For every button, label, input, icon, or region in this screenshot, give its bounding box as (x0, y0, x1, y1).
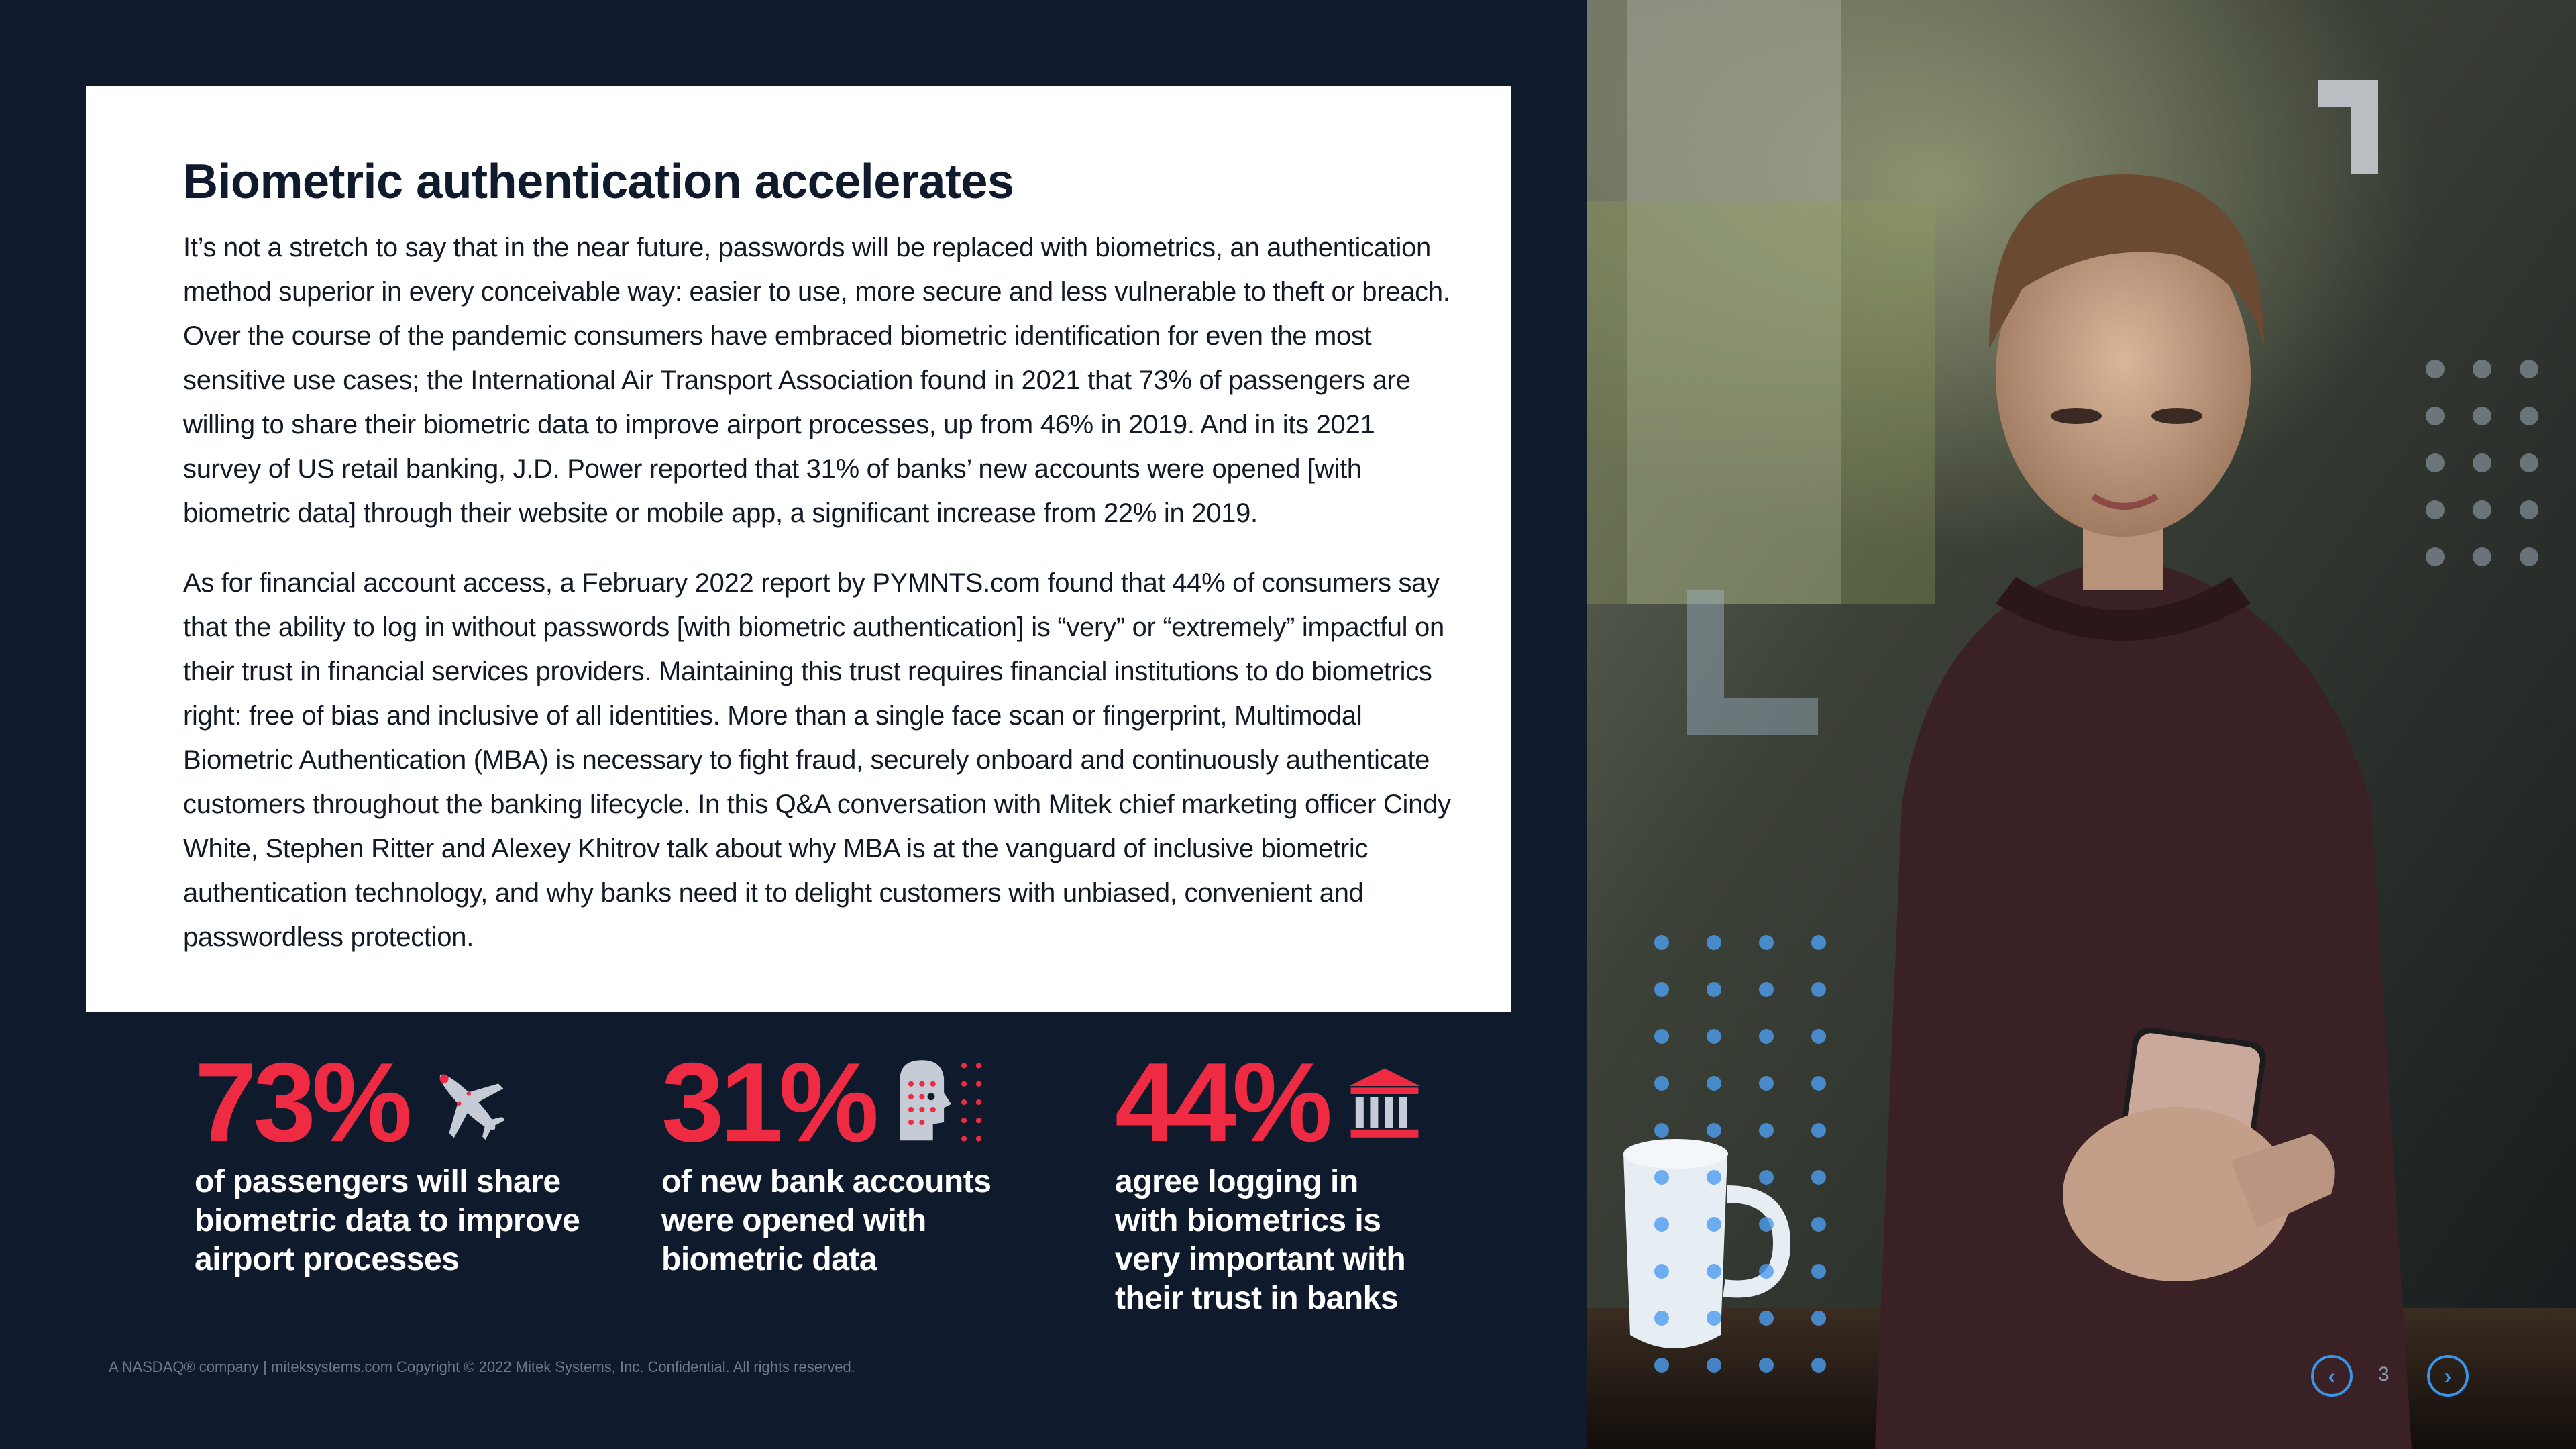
decorative-dot (1811, 1358, 1826, 1373)
decorative-dot (1707, 1358, 1721, 1373)
decorative-dot (1654, 982, 1669, 997)
decorative-dot (1811, 1170, 1826, 1185)
decorative-dot (2426, 547, 2445, 566)
decorative-dot (1654, 1029, 1669, 1044)
decorative-dot (1759, 1170, 1774, 1185)
decorative-dot (1759, 982, 1774, 997)
decorative-dot (1759, 1029, 1774, 1044)
stat-line: were opened with (661, 1203, 926, 1238)
next-page-button[interactable] (2427, 1355, 2469, 1397)
decorative-dot (1654, 1123, 1669, 1138)
decorative-dot (2520, 547, 2538, 566)
decorative-dot (2473, 547, 2491, 566)
decorative-dot (1759, 1311, 1774, 1326)
stats-row (195, 1038, 1509, 1328)
decorative-dot (1811, 1123, 1826, 1138)
decorative-dot (1707, 1170, 1721, 1185)
decorative-dot (1654, 935, 1669, 950)
stat-line: agree logging in (1115, 1164, 1358, 1199)
decorative-dot (2426, 500, 2445, 519)
decorative-dot (1707, 1029, 1721, 1044)
decorative-dot (1654, 1358, 1669, 1373)
stat-banks-trust (1115, 1038, 1425, 1318)
article-card (86, 86, 1511, 1012)
decorative-dot (1811, 1029, 1826, 1044)
decorative-dot (1654, 1311, 1669, 1326)
decorative-dot (1759, 1123, 1774, 1138)
decorative-dot (1811, 1217, 1826, 1232)
airplane-icon (424, 1059, 511, 1146)
decorative-dot (1707, 1123, 1721, 1138)
decorative-dot (2520, 407, 2538, 425)
stat-line: biometric data (661, 1242, 877, 1277)
decorative-dot (1811, 935, 1826, 950)
decorative-dot (2473, 360, 2491, 378)
stat-line: of passengers will share (195, 1164, 561, 1199)
decorative-dot (1811, 982, 1826, 997)
stat-passengers (195, 1038, 580, 1279)
stat-line: very important with (1115, 1242, 1406, 1277)
decorative-dot (2426, 360, 2445, 378)
decorative-dot (2426, 407, 2445, 425)
footer-copyright: A NASDAQ® company | miteksystems.com Copyright © 2022 Mitek Systems, Inc. Confidential. All rights reserved. (109, 1358, 855, 1375)
decorative-dot (1811, 1264, 1826, 1279)
decorative-dot (1654, 1076, 1669, 1091)
decorative-dot (1707, 1217, 1721, 1232)
decorative-dot (1707, 1311, 1721, 1326)
chevron-left-icon: ‹ (2328, 1363, 2336, 1388)
decorative-dot (1759, 935, 1774, 950)
stat-value: 73% (195, 1038, 409, 1165)
stat-bank-accounts (661, 1038, 991, 1279)
decorative-dot (1759, 1076, 1774, 1091)
decorative-dot (1811, 1076, 1826, 1091)
decorative-dot (2520, 360, 2538, 378)
decorative-dot (2426, 453, 2445, 472)
decorative-dot (1707, 982, 1721, 997)
decorative-dot (2520, 453, 2538, 472)
stat-line: with biometrics is (1115, 1203, 1381, 1238)
decorative-dot (1707, 1076, 1721, 1091)
page-number: 3 (2378, 1363, 2390, 1385)
decorative-dot (2520, 500, 2538, 519)
hero-photo (1587, 0, 2576, 1449)
article-paragraph-1: It’s not a stretch to say that in the near future, passwords will be replaced with biometrics, an authentication method superior in every conceivable way: easier to use, more secure and less vulnerable to theft or breach. Over the course of the pandemic consumers have embraced biometric identification for even the most sensitive use cases; the International Air Transport Association found in 2021 that 73% of passengers are willing to share their biometric data to improve airport processes, up from 46% in 2019. And in its 2021 survey of US retail banking, J.D. Power reported that 31% of banks’ new accounts were opened [with biometric data] through their website or mobile app, a significant increase from 22% in 2019. (183, 233, 1450, 529)
stat-line: of new bank accounts (661, 1164, 991, 1199)
decorative-dot (1759, 1358, 1774, 1373)
stat-value: 44% (1115, 1038, 1329, 1165)
decorative-dot (2473, 500, 2491, 519)
decorative-dot (2473, 407, 2491, 425)
stat-line: their trust in banks (1115, 1281, 1399, 1316)
decorative-dot (1759, 1217, 1774, 1232)
stat-line: airport processes (195, 1242, 460, 1277)
article-paragraph-2: As for financial account access, a February 2022 report by PYMNTS.com found that 44% of consumers say that the ability to log in without passwords [with biometric authentication] is “very” or “extremely” impactful on their trust in financial services providers. Maintaining this trust requires financial institutions to do biometrics right: free of bias and inclusive of all identities. More than a single face scan or fingerprint, Multimodal Biometric Authentication (MBA) is necessary to fight fraud, securely onboard and continuously authenticate customers throughout the banking lifecycle. In this Q&A conversation with Mitek chief marketing officer Cindy White, Stephen Ritter and Alexey Khitrov talk about why MBA is at the vanguard of inclusive biometric authentication technology, and why banks need it to delight customers with unbiased, convenient and passwordless protection. (183, 568, 1451, 953)
decorative-dot (1811, 1311, 1826, 1326)
bank-icon (1344, 1062, 1425, 1142)
decorative-dot (1707, 1264, 1721, 1279)
decorative-dot (1654, 1264, 1669, 1279)
decorative-dot (1707, 935, 1721, 950)
article-title: Biometric authentication accelerates (183, 155, 1014, 209)
decorative-dot (1654, 1170, 1669, 1185)
prev-page-button[interactable] (2311, 1355, 2353, 1397)
stat-line: biometric data to improve (195, 1203, 580, 1238)
chevron-right-icon: › (2444, 1363, 2452, 1388)
face-scan-icon (891, 1055, 991, 1149)
decorative-dot (2473, 453, 2491, 472)
decorative-dot (1654, 1217, 1669, 1232)
decorative-dot (1759, 1264, 1774, 1279)
stat-value: 31% (661, 1038, 875, 1165)
